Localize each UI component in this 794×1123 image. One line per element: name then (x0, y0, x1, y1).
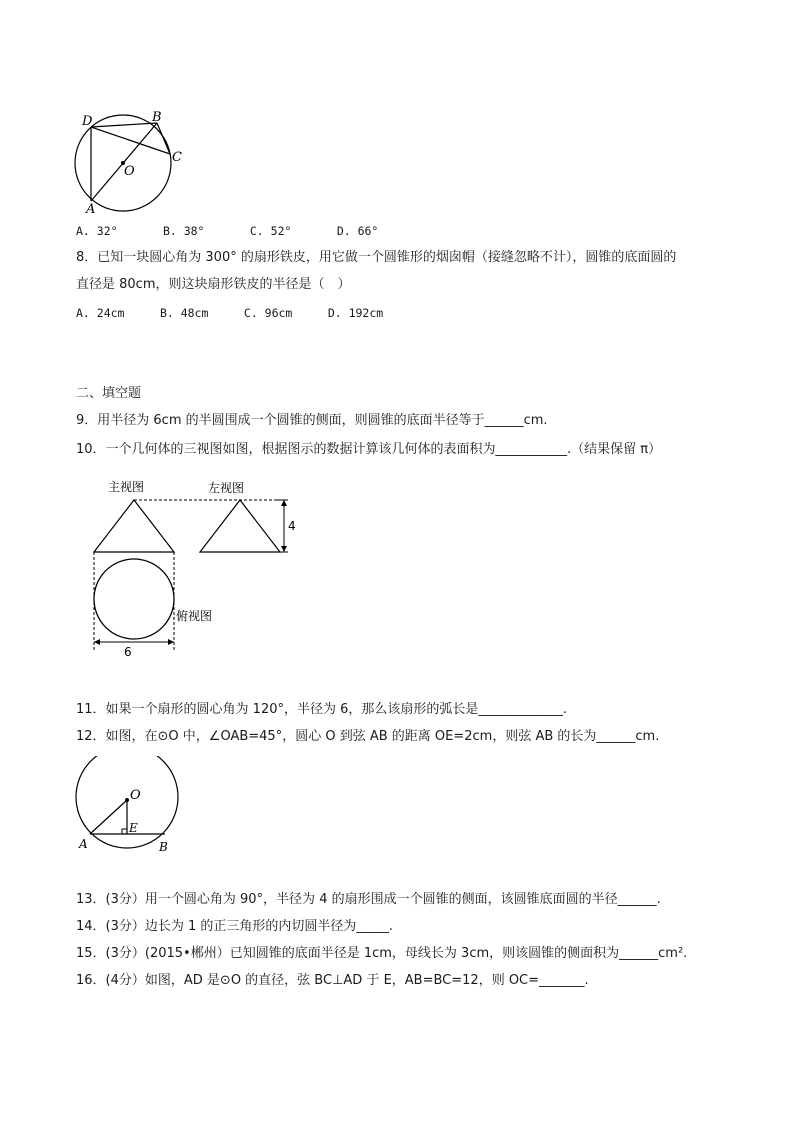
q7-option-b[interactable]: B. 38° (162, 224, 205, 238)
q7-label-C: C (172, 150, 182, 165)
q8-question-line2: 直径是 80cm，则这块扇形铁皮的半径是（ ） (76, 277, 351, 292)
q10-height-arrow-bottom (281, 546, 287, 552)
q14-question: 14．(3分）边长为 1 的正三角形的内切圆半径为_____. (76, 919, 394, 934)
q7-label-B: B (152, 110, 162, 125)
q10-question: 10．一个几何体的三视图如图，根据图示的数据计算该几何体的表面积为___________.（结果保留 π） (76, 442, 662, 457)
q8-options (76, 305, 383, 321)
q8-option-a[interactable]: A. 24cm (76, 306, 125, 320)
q10-front-view-label: 主视图 (108, 480, 145, 494)
q7-segment-DB (91, 123, 157, 127)
q10-side-view-triangle (200, 500, 280, 552)
q7-label-A: A (86, 202, 96, 217)
q7-segment-BC (157, 123, 170, 154)
q12-label-B: B (159, 840, 168, 854)
q8-option-c[interactable]: C. 96cm (243, 306, 293, 320)
q7-label-O: O (124, 164, 135, 179)
q10-width-arrow-left (94, 639, 100, 645)
q12-right-angle-mark (122, 829, 127, 834)
q7-option-c[interactable]: C. 52° (249, 224, 292, 238)
q7-options (76, 223, 378, 239)
q12-label-E: E (129, 821, 138, 835)
q15-question: 15．(3分）(2015•郴州）已知圆锥的底面半径是 1cm，母线长为 3cm，则该圆锥的侧面积为______cm². (76, 946, 688, 961)
q10-front-view-triangle (94, 500, 174, 552)
q8-option-d[interactable]: D. 192cm (327, 306, 384, 320)
q12-circle-figure (70, 756, 190, 856)
q12-segment-OA (90, 800, 127, 834)
q8-option-b[interactable]: B. 48cm (159, 306, 209, 320)
q10-top-view-circle (94, 559, 174, 639)
q9-question: 9．用半径为 6cm 的半圆围成一个圆锥的侧面，则圆锥的底面半径等于______cm. (76, 413, 548, 428)
q11-question: 11．如果一个扇形的圆心角为 120°，半径为 6，那么该扇形的弧长是_____________. (76, 702, 568, 717)
q7-circle-figure (70, 105, 190, 217)
q10-width-value: 6 (124, 645, 132, 658)
q12-center-point (125, 798, 129, 802)
q12-label-O: O (130, 788, 141, 803)
q12-question: 12．如图，在⊙O 中，∠OAB=45°，圆心 O 到弦 AB 的距离 OE=2cm，则弦 AB 的长为______cm. (76, 729, 660, 744)
q10-width-arrow-right (168, 639, 174, 645)
q7-option-a[interactable]: A. 32° (76, 224, 118, 238)
q7-option-d[interactable]: D. 66° (336, 224, 379, 238)
q7-label-D: D (82, 114, 93, 129)
q10-side-view-label: 左视图 (208, 481, 245, 495)
q12-label-A: A (79, 837, 88, 851)
q8-question-line1: 8．已知一块圆心角为 300° 的扇形铁皮，用它做一个圆锥形的烟囱帽（接缝忽略不计），圆锥的底面圆的 (76, 250, 677, 265)
q10-height-value: 4 (288, 519, 296, 533)
section-title-fill-in: 二、填空题 (76, 386, 142, 401)
q13-question: 13．(3分）用一个圆心角为 90°，半径为 4 的扇形围成一个圆锥的侧面，该圆锥底面圆的半径______. (76, 892, 661, 907)
q10-top-view-label: 俯视图 (176, 609, 213, 623)
q10-three-view-figure (88, 476, 308, 658)
q10-height-arrow-top (281, 500, 287, 506)
q16-question: 16．(4分）如图，AD 是⊙O 的直径，弦 BC⊥AD 于 E，AB=BC=12，则 OC=_______. (76, 973, 589, 988)
